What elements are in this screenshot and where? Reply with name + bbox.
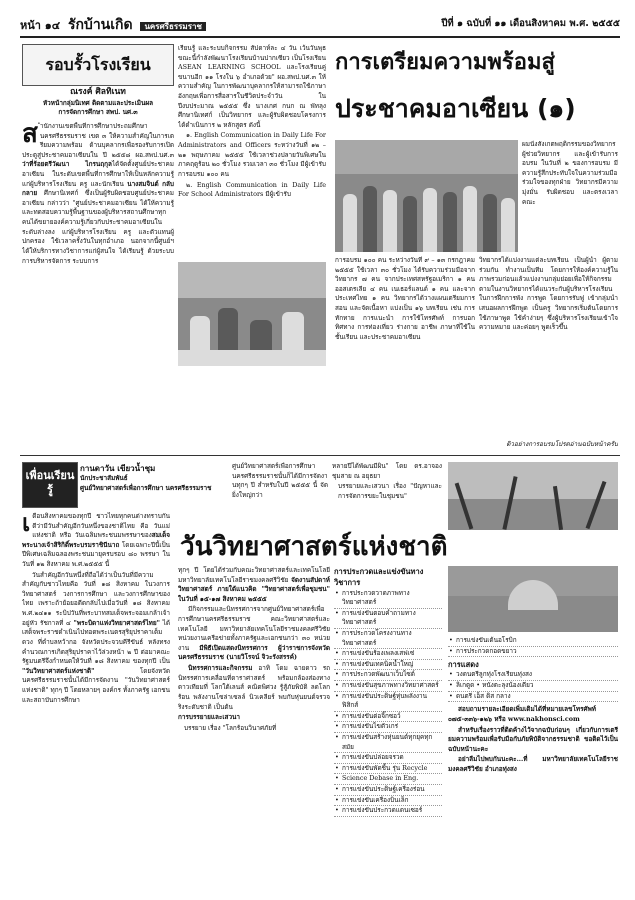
author-b-name: กานดาวัน เขียวน้ำชุม [80,463,156,473]
dropcap-b: เ [22,512,31,537]
science-top-2-item: บรรยายและเสวนา เรื่อง "ปัญหาและการจัดการขยะในชุมชน" [338,482,442,500]
contest-item: • Science Debase in Eng. [334,774,442,785]
contest-item: • การแข่งขันปล่อยจรวด [334,753,442,764]
science-sub1-heading: นิทรรศการและกิจกรรม [188,664,253,673]
contest-item: • การแข่งขันพัดชิ้น รุ่น Recycle [334,764,442,775]
author-name: ณรงค์ ศิลทิเนท [70,87,126,97]
science-top-1: ศูนย์วิทยาศาสตร์เพื่อการศึกษานครศรีธรรมราชนั้นก็ได้มีการจัดงานทุกๆ ปี สำหรับในปี ๒๕๕๕ นี้ จัดยิ่งใหญ่กว่า [232,462,328,499]
author-org: การจัดการศึกษา สพป. นศ.๓ [58,108,138,117]
right-item-list [448,636,618,657]
show-item: • ลิเกตูด • หนังตะลุงน้องเดียว [448,681,618,692]
science-body-col1 [178,566,330,892]
page-header [20,10,620,38]
science-body-text: ทุกๆ ปี โดยได้ร่วมกับคณะวิทยาศาสตร์และเทคโนโลยี มหาวิทยาลัยเทคโนโลยีราชมงคลศรีวิชัย [178,566,330,584]
issue-info: ปีที่ ๑ ฉบับที่ ๑๑ เดือนสิงหาคม พ.ศ. ๒๕๕๕ [441,18,620,29]
contest-item: • การแข่งขันเครื่องบินเล็ก [334,796,442,807]
column-b-logo-text: เพื่อนเรียนรู้ [25,469,75,497]
page-number: หน้า ๑๔ [20,19,61,32]
science-sub1-text: อาทิ โดม ฉายดาว รถนิทรรศการเคลื่อนที่ดาราศาสตร์ พร้อมกล้องส่องทางดาวเทียมที่ โลกใต้เลนส์ คณิตพิศวง รู้สู้ภัยพิบัติ ลดโลกร้อน พลังงานโซล่าเซลล์ นิวเคลียร์ พบกับหุ่นยนต์จรวจริงระดับชาติ เป็นต้น [178,664,330,711]
science-body2-bold: มีพิธีเปิดแสดงนิทรรศการ ผู้ว่าราชการจังหวัดนครศรีธรรมราช (นายวิโรจน์ จิวะรังสรรค์) [178,643,330,662]
science-body2-text: มีกิจกรรมและนิทรรศการจากศูนย์วิทยาศาสตร์เพื่อการศึกษานครศรีธรรมราช คณะวิทยาศาสตร์และเทคโนโลยี มหาวิทยาลัยเทคโนโลยีราชมงคลศรีวิชัย หน่วยงานเครือข่ายทั้งภาครัฐและเอกชนกว่า ๓๐ หน่วยงาน [178,605,330,652]
photo-classroom [178,262,326,366]
science-sub2-item: บรรยาย เรื่อง "โลกร้อนวินาศภัยที่ [184,723,277,732]
column1-text-b: ได้จัดตั้งศูนย์ประชาคมอาเซียน ในระดับเขตพื้นที่การศึกษาให้เป็นหลักความรู้แก่ผู้บริหารโรงเรียน ครู และนักเรียน [22,160,174,188]
column-logo-rob-rua [22,44,174,86]
column-logo-text: รอบรั้วโรงเรียน [45,55,151,74]
photo-telescopes [448,462,618,530]
rounds-list [448,670,618,702]
section-divider [20,455,620,456]
feature-side-text: ผมนั่งสังเกตพฤติกรรมของวิทยากรผู้ช่วยวิทยากร และผู้เข้ารับการอบรม ในวันที่ ๒ ของการอบรม มีความรู้สึกประทับใจในความร่วมมือ ร่วมใจของทุกฝ่าย วิทยากรมีความมุ่งมั่น รับผิดชอบ และตรงเวลา คณะ [522,140,618,206]
feature-body-left: การอบรม ๑๐๐ คน ระหว่างวันที่ ๙ – ๑๓ กรกฎาคม ๒๕๕๕ ใช้เวลา ๓๐ ชั่วโมง ได้รับความร่วมมือจากวิทยากร ๗ คน จากประเทศสหรัฐอเมริกา ๑ คน ออสเตรเลีย ๔ คน เนเธอร์แลนด์ ๑ คน และจากประเทศไทย ๑ คน วิทยากรได้วางแผนเตรียมการสอน และจัดเนื้อหา แบ่งเป็น ๑๖ บทเรียน เช่น การทักทาย การแนะนำ การใช้โทรศัพท์ การบอกทิศทาง การท่องเที่ยว ร่างกาย อาชีพ ภาษาที่ใช้ในชั้นเรียน และประชาคมอาเซียน [335,256,475,341]
science-body-bold: จัดงานสัปดาห์วิทยาศาสตร์ ภายใต้แนวคิด "วิทยาศาสตร์เพื่อชุมชน" ในวันที่ ๑๕-๑๗ สิงหาคม ๒๕๕๕ [178,575,330,603]
science-sub2-heading: การบรรยายและเสวนา [178,713,240,722]
column2-body [178,44,326,452]
contest-item: • การแข่งขันร้องเพลงเสฟเซ่ [334,649,442,660]
contest-item: • การแข่งขันประกวดแดนเซอร์ [334,806,442,817]
contest-item: • การประกวดโครงงานทางวิทยาศาสตร์ [334,629,442,649]
rounds-title: การแสดง [448,660,479,670]
course-item-1: ๑. English Communication in Daily Life For Administrators and Officers ระหว่างวันที่ ๑๒ – ๒๑ พฤษภาคม ๒๕๕๕ ใช้เวลาช่วงปลายวันพิเศษในภาคฤดูร้อน ๒๐ ชั่วโมง รวมเวลา ๓๐ ชั่วโมง มีผู้เข้ารับการอบรม ๑๐๐ คน [178,131,326,178]
author-b-org: ศูนย์วิทยาศาสตร์เพื่อการศึกษา นครศรีธรรมราช [80,483,212,492]
science-right-col [448,636,618,892]
column-b-bold: สมเด็จพระนางเจ้าสิริกิติ์พระบรมราชินีนาถ [22,531,170,549]
science-contests [334,566,442,892]
header-left [20,15,206,36]
science-top-2-text: หลายปีได้พัฒนมีผิน" โดย ดร.อาจอง ชุมสาย ณ อยุธยา [332,462,442,480]
column-b-byline [80,462,230,508]
contest-item: • การแข่งขันสุขภาพทางวิทยาศาสตร์ [334,681,442,692]
info-invite: อย่าลืมไปพบกันนะคะ...ที่ มหาวิทยาลัยเทคโนโลยีราชมงคลศรีวิชัย อำเภอทุ่งสง [448,755,618,773]
contest-item: • การแข่งขันเทคนิคน้ำใหญ่ [334,660,442,671]
author-role: หัวหน้ากลุ่มนิเทศ ติดตามและประเมินผล [42,98,154,107]
contest-item: • การแข่งขันประดิษฐ์หุ่นพลังงานฟิสิกส์ [334,692,442,712]
section-tag: นครศรีธรรมราช [140,22,205,31]
science-top-2 [332,462,442,524]
course-item-2: ๒. English Communication in Daily Life For School Administrators มีผู้เข้ารับ [178,180,326,199]
column-b-body [22,512,170,892]
science-title: วันวิทยาศาสตร์แห่งชาติ [180,532,448,562]
show-item: • ดนตรี เอ็ส ดิส กลาง [448,692,618,703]
info-contact: สอบถามรายละเอียดเพิ่มเติมได้ที่หมายเลขโทรศัพท์ ๐๗๕-๓๓๖-๑๒๖ หรือ www.nakhonsci.com [448,705,597,723]
contest-item: • การแข่งขันสร้างหุ่นยนต์ทุกยุคทุกสมัย [334,733,442,753]
column-b-para2-bold: "พระบิดาแห่งวิทยาศาสตร์ไทย" [73,618,160,627]
show-item: • วงดนตรีลูกทุ่งโรงเรียนทุ่งสง [448,670,618,681]
photo-group-training [335,140,518,252]
column-b-text: ดือนสิงหาคมของทุกปี ชาวไทยทุกคนต่างทราบกันดีว่ามีวันสำคัญอีกวันหนึ่งของชาติไทย คือ วันแม่แห่งชาติ หรือ วันเฉลิมพระชนมพรรษาของ [32,512,170,540]
contest-item: • การแข่งขันประดิษฐ์เครื่องร่อน [334,785,442,796]
column-b-para2: วันสำคัญอีกวันหนึ่งที่ถือได้ว่าเป็นวันที่มีความสำคัญกับชาวไทยคือ วันที่ ๑๘ สิงหาคม ในวงการวิทยาศาสตร์ วงการการศึกษา และวงการศึกษาของไทย เพราะถ้าย้อยอดีตกลับไปเมื่อวันที่ ๑๘ สิงหาคม พ.ศ.๒๔๑๑ ระบิปวันที่พระบาทสมเด็จพระจอมเกล้าเจ้าอยู่หัว รัชกาลที่ ๔ [22,570,170,627]
column2-text: เรียนรู้ และระบบกิจกรรม สัปดาห์ละ ๔ วัน เว้นวันพุธ ขณะนี้กำลังพัฒนาโรงเรียนบ้านปากเซียว เป็นโรงเรียน ASEAN LEARNING SCHOOL และโรงเรียนคู่ขนานอีก ๑๑ โรงใน ๖ อำเภอด้วย" ผอ.สพป.นศ.๓ ให้ความสำคัญ ในการพัฒนาบุคลากรให้สามารถใช้ภาษาอังกฤษเพื่อการสื่อสารในชีวิตประจำวัน ในปีงบประมาณ ๒๕๕๕ ซึ่ง นางเกศ กนก ณ พัทลุง ศึกษานิเทศก์ เป็นวิทยากร และผู้รับผิดชอบโครงการ ได้ดำเนินการ ๒ หลักสูตร ดังนี้ [178,44,326,129]
column1-body [22,122,174,452]
contest-item: • การประกวดวาดภาพทางวิทยาศาสตร์ [334,589,442,609]
column-b-text-b: โดยเฉพาะปีนี้เป็นปีพิเศษเฉลิมฉลองพระชนมายุครบรอบ ๘๐ พรรษา ในวันที่ ๑๒ สิงหาคม พ.ศ.๒๕๕๕ นี้ [22,540,170,569]
activity-item: • การแข่งขันเต้นอโรบิก [448,636,618,647]
column-b-para2-b: ได้เสด็จพระราชดำเนินไปทอดพระเนตรสุริยุปราคาเต็มดวง ที่ตำบลหว้ากอ จังหวัดประจวบคีรีขันธ์ หลังทรงคำนวณการเกิดสุริยุปราคาไว้ล่วงหน้า ๒ ปี ต่อมาคณะรัฐมนตรีจึงกำหนดให้วันที่ ๑๘ สิงหาคม ของทุกปี เป็น [22,618,170,666]
feature-body-right: วิทยากรได้แบ่งงานแต่ละบทเรียน เป็นผู้นำ ผู้ตาม ร่วมกัน ทำงานเป็นทีม โดยการให้องค์ความรู้ในภาพรวมก่อนแล้วแบ่งงานกลุ่มย่อยเพื่อให้กิจกรรมตามในงานวิทยากรได้แนวระกับผู้บริหารโรงเรียน ในการฝึกการพัง การพูด โดยการรับฟู เข้ากลุ่มนำเสนอผลการฝึกพูด เป็นครู วิทยากรเริ่มต้นโดยการใช้ภาษาพูด ใช้คำง่ายๆ ซึ่งผู้บริหารโรงเรียนเข้าใจความหมาย และค่อยๆ พูดเร็วขึ้น [479,256,618,332]
dropcap: ส [22,122,38,149]
column1-text: ำนักงานเขตพื้นที่การศึกษาประถมศึกษานครศรีธรรมราช เขต ๓ ให้ความสำคัญในการเตรียมความพร้อม ด้านบุคลากรเพื่อรองรับการเปิดประตูสู่ประชาคมอาเซียนใน ปี ๒๕๕๘ ผอ.สพป.นศ.๓ [22,122,174,159]
column1-bold-2: นางสมจินต์ กลับกลาย [22,179,174,198]
column1-text-c: ศึกษานิเทศก์ ซึ่งเป็นผู้รับผิดชอบศูนย์ประชาคมอาเซียน กล่าวว่า "ศูนย์ประชาคมอาเซียน ได้ให้ความรู้และทดสอบความรู้พื้นฐานของผู้บริหารสถานศึกษาทุกคนได้ขยายองค์ความรู้เกี่ยวกับประชาคมอาเซียนในระดับล่างลง แก่ผู้บริหารโรงเรียน ครู และตัวแทนผู้ปกครอง ใช้เวลาครั้งวันในทุกอำเภอ นอกจากนี้ศูนย์ฯ ได้ให้บริการทางวิชาการแก่ผู้สนใจ ได้เรียนรู้ ด้วยระบบการบริหารจัดการ ระบบการ [22,189,174,265]
column-b-para2-c: โดยจังหวัดนครศรีธรรมราชนั้นได้มีการจัดงาน "วันวิทยาศาสตร์แห่งชาติ" ทุกๆ ปี โดยหลายๆ องค์กร ทั้งภาครัฐ เอกชน และสถาบันการศึกษา [22,666,170,704]
contest-item: • การแข่งขันตอบคำถามทางวิทยาศาสตร์ [334,609,442,629]
contest-list [334,589,442,817]
column-b-para2-bold2: "วันวิทยาศาสตร์แห่งชาติ" [22,666,95,675]
contest-item: • การแข่งขันต่อจิ๊กซอว์ [334,712,442,723]
column1-bold: ว่าที่ร้อยตรีวัฒนา ไกรนฤกุล [22,160,112,169]
column1-byline [22,86,174,120]
feature-title-line2: ประชาคมอาเซียน (๑) [335,94,576,123]
feature-title-line1: การเตรียมความพร้อมสู่ [335,50,555,75]
column-logo-puean-rien-ru [22,462,78,508]
info-note: สำหรับเรื่องราวที่ติดค้างไว้จากฉบับก่อนๆ เกี่ยวกับการเตรียมความพร้อมเพื่อรับมือกับภัยพิบัติจากธรรมชาติ ขอติดไว้เป็นฉบับหน้านะคะ [448,725,618,753]
contest-title: การประกวดและแข่งขันทางวิชาการ [334,567,424,588]
activity-item: • การประกวดกอดขยาว [448,647,618,658]
continued-note: ติวอย่างการอบรมโปรดอ่านฉบับหน้าครับ [506,440,618,448]
photo-planetarium [448,566,618,632]
author-b-role: นักประชาสัมพันธ์ [80,474,128,482]
contest-item: • การแข่งขันไขตัวเกร่ [334,722,442,733]
contest-item: • การประกวดพัฒนาเว็บไซต์ [334,670,442,681]
publication-name: รักบ้านเกิด [67,17,133,33]
